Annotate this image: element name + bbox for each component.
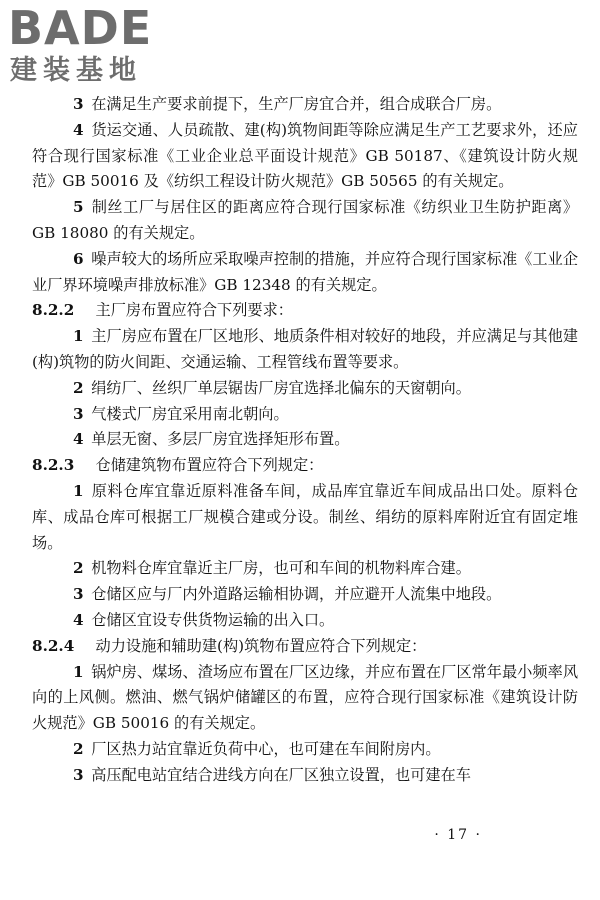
item-text: 锅炉房、煤场、渣场应布置在厂区边缘，并应布置在厂区常年最小频率风向的上风侧。燃油、燃气锅炉储罐区的布置，应符合现行国家标准《建筑设计防火规范》GB 50016 的有关规定。 — [32, 662, 578, 733]
list-item — [32, 479, 578, 556]
item-number: 4 — [73, 430, 84, 449]
item-text: 原料仓库宜靠近原料准备车间，成品库宜靠近车间成品出口处。原料仓库、成品仓库可根据工厂规模合建或分设。制丝、绢纺的原料库附近宜有固定堆场。 — [32, 481, 578, 552]
list-item — [32, 195, 578, 247]
section-heading — [32, 298, 578, 324]
section-number: 8.2.3 — [32, 456, 75, 475]
item-text: 厂区热力站宜靠近负荷中心，也可建在车间附房内。 — [91, 739, 441, 758]
item-number: 5 — [73, 198, 84, 217]
item-text: 气楼式厂房宜采用南北朝向。 — [91, 404, 289, 423]
section-title: 仓储建筑物布置应符合下列规定： — [95, 456, 324, 475]
item-text: 绢纺厂、丝织厂单层锯齿厂房宜选择北偏东的天窗朝向。 — [91, 378, 471, 397]
item-number: 3 — [73, 585, 84, 604]
list-item — [32, 763, 578, 789]
item-number: 3 — [73, 404, 84, 423]
list-item — [32, 402, 578, 428]
list-item — [32, 92, 578, 118]
item-number: 3 — [73, 765, 84, 784]
list-item — [32, 582, 578, 608]
item-text: 仓储区宜设专供货物运输的出入口。 — [91, 610, 335, 629]
item-text: 高压配电站宜结合进线方向在厂区独立设置，也可建在车 — [91, 765, 471, 784]
document-body — [32, 92, 578, 789]
item-text: 噪声较大的场所应采取噪声控制的措施，并应符合现行国家标准《工业企业厂界环境噪声排放标准》GB 12348 的有关规定。 — [32, 249, 578, 294]
item-number: 2 — [73, 739, 84, 758]
item-number: 1 — [73, 662, 84, 681]
list-item — [32, 324, 578, 376]
item-text: 制丝工厂与居住区的距离应符合现行国家标准《纺织业卫生防护距离》GB 18080 的有关规定。 — [32, 198, 578, 242]
logo-subtitle: 建装基地 — [10, 55, 142, 86]
item-number: 4 — [73, 120, 84, 139]
item-number: 6 — [73, 249, 84, 268]
item-text: 仓储区应与厂内外道路运输相协调，并应避开人流集中地段。 — [91, 585, 502, 604]
section-number: 8.2.2 — [32, 301, 75, 320]
item-text: 单层无窗、多层厂房宜选择矩形布置。 — [91, 430, 350, 449]
list-item — [32, 427, 578, 453]
item-number: 4 — [73, 610, 84, 629]
section-heading — [32, 453, 578, 479]
item-text: 货运交通、人员疏散、建(构)筑物间距等除应满足生产工艺要求外，还应符合现行国家标准《工业企业总平面设计规范》GB 50187、《建筑设计防火规范》GB 50016 及《纺织工程设计防火规范》GB 50565 的有关规定。 — [32, 120, 578, 191]
logo — [8, 2, 188, 88]
list-item — [32, 737, 578, 763]
page-number: · 17 · — [434, 827, 482, 843]
item-text: 机物料仓库宜靠近主厂房，也可和车间的机物料库合建。 — [91, 559, 471, 578]
logo-wordmark: BADE — [8, 1, 153, 55]
list-item — [32, 660, 578, 737]
item-number: 1 — [73, 481, 84, 500]
item-number: 3 — [73, 95, 84, 113]
item-text: 在满足生产要求前提下，生产厂房宜合并，组合成联合厂房。 — [91, 95, 502, 113]
item-number: 2 — [73, 378, 84, 397]
section-title: 动力设施和辅助建(构)筑物布置应符合下列规定： — [95, 636, 427, 655]
list-item — [32, 118, 578, 195]
section-number: 8.2.4 — [32, 636, 75, 655]
list-item — [32, 608, 578, 634]
item-text: 主厂房应布置在厂区地形、地质条件相对较好的地段，并应满足与其他建(构)筑物的防火间距、交通运输、工程管线布置等要求。 — [32, 327, 578, 371]
list-item — [32, 376, 578, 402]
section-heading — [32, 634, 578, 660]
list-item — [32, 247, 578, 299]
item-number: 1 — [73, 327, 84, 346]
item-number: 2 — [73, 559, 84, 578]
section-title: 主厂房布置应符合下列要求： — [95, 301, 293, 320]
list-item — [32, 556, 578, 582]
